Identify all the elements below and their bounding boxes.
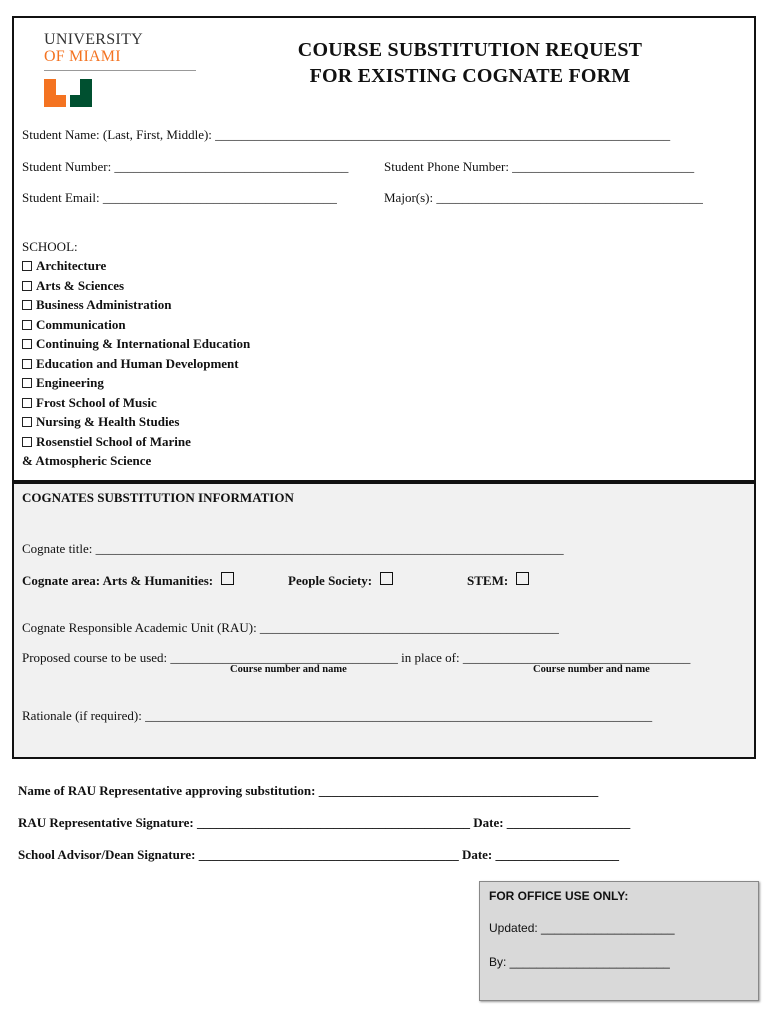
cognate-area-stem: STEM: xyxy=(467,572,529,589)
caption-proposed-course: Course number and name xyxy=(230,664,347,675)
checkbox-icon[interactable] xyxy=(22,281,32,291)
people-society-checkbox[interactable] xyxy=(380,572,393,585)
checkbox-icon[interactable] xyxy=(22,398,32,408)
u-logo-icon xyxy=(44,79,92,107)
major-field[interactable]: Major(s): _________________________________________ xyxy=(384,190,703,205)
stem-checkbox[interactable] xyxy=(516,572,529,585)
form-title-line1: COURSE SUBSTITUTION REQUEST xyxy=(297,39,643,61)
logo-of-miami-text: OF MIAMI xyxy=(44,48,121,65)
school-option-nursing[interactable]: Nursing & Health Studies xyxy=(22,414,250,434)
cognate-area-arts: Cognate area: Arts & Humanities: xyxy=(22,572,234,589)
cognate-title-field[interactable]: Cognate title: ________________________________________________________________________ xyxy=(22,541,564,556)
school-option-arts-sciences[interactable]: Arts & Sciences xyxy=(22,278,250,298)
office-use-heading: FOR OFFICE USE ONLY: xyxy=(489,889,629,903)
logo-university-text: UNIVERSITY xyxy=(44,31,143,48)
school-heading: SCHOOL: xyxy=(22,239,78,254)
school-option-business[interactable]: Business Administration xyxy=(22,297,250,317)
cognate-area-people: People Society: xyxy=(288,572,393,589)
school-option-music[interactable]: Frost School of Music xyxy=(22,395,250,415)
checkbox-icon[interactable] xyxy=(22,378,32,388)
school-option-education[interactable]: Education and Human Development xyxy=(22,356,250,376)
office-updated-field[interactable]: Updated: ____________________ xyxy=(489,921,675,935)
form-title-line2: FOR EXISTING COGNATE FORM xyxy=(309,65,631,87)
student-number-field[interactable]: Student Number: ____________________________________ xyxy=(22,159,349,174)
rationale-field[interactable]: Rationale (if required): ______________________________________________________________________________ xyxy=(22,708,653,723)
checkbox-icon[interactable] xyxy=(22,300,32,310)
school-options-list xyxy=(22,258,250,473)
school-option-engineering[interactable]: Engineering xyxy=(22,375,250,395)
cognate-heading: COGNATES SUBSTITUTION INFORMATION xyxy=(22,490,294,505)
office-use-box xyxy=(479,881,759,1001)
checkbox-icon[interactable] xyxy=(22,359,32,369)
student-email-field[interactable]: Student Email: ____________________________________ xyxy=(22,190,337,205)
school-option-rosenstiel-continued: & Atmospheric Science xyxy=(22,453,152,468)
checkbox-icon[interactable] xyxy=(22,339,32,349)
student-phone-field[interactable]: Student Phone Number: ____________________________ xyxy=(384,159,695,174)
logo-divider xyxy=(44,70,196,71)
rau-name-field[interactable]: Name of RAU Representative approving substitution: ___________________________________________ xyxy=(18,783,599,798)
checkbox-icon[interactable] xyxy=(22,437,32,447)
arts-humanities-checkbox[interactable] xyxy=(221,572,234,585)
school-option-rosenstiel[interactable]: Rosenstiel School of Marine xyxy=(22,434,250,454)
advisor-signature-field[interactable]: School Advisor/Dean Signature: ________________________________________ Date: ___________________ xyxy=(18,847,620,862)
proposed-course-field[interactable]: Proposed course to be used: ___________________________________ in place of: ___________________________________ xyxy=(22,650,691,665)
school-option-continuing-ed[interactable]: Continuing & International Education xyxy=(22,336,250,356)
rau-field[interactable]: Cognate Responsible Academic Unit (RAU): ______________________________________________ xyxy=(22,620,559,635)
caption-in-place-of: Course number and name xyxy=(533,664,650,675)
school-option-communication[interactable]: Communication xyxy=(22,317,250,337)
checkbox-icon[interactable] xyxy=(22,417,32,427)
school-option-architecture[interactable]: Architecture xyxy=(22,258,250,278)
student-name-field[interactable]: Student Name: (Last, First, Middle): ______________________________________________________________________ xyxy=(22,127,671,142)
checkbox-icon[interactable] xyxy=(22,261,32,271)
rau-signature-field[interactable]: RAU Representative Signature: __________________________________________ Date: ___________________ xyxy=(18,815,631,830)
checkbox-icon[interactable] xyxy=(22,320,32,330)
office-by-field[interactable]: By: ________________________ xyxy=(489,955,670,969)
